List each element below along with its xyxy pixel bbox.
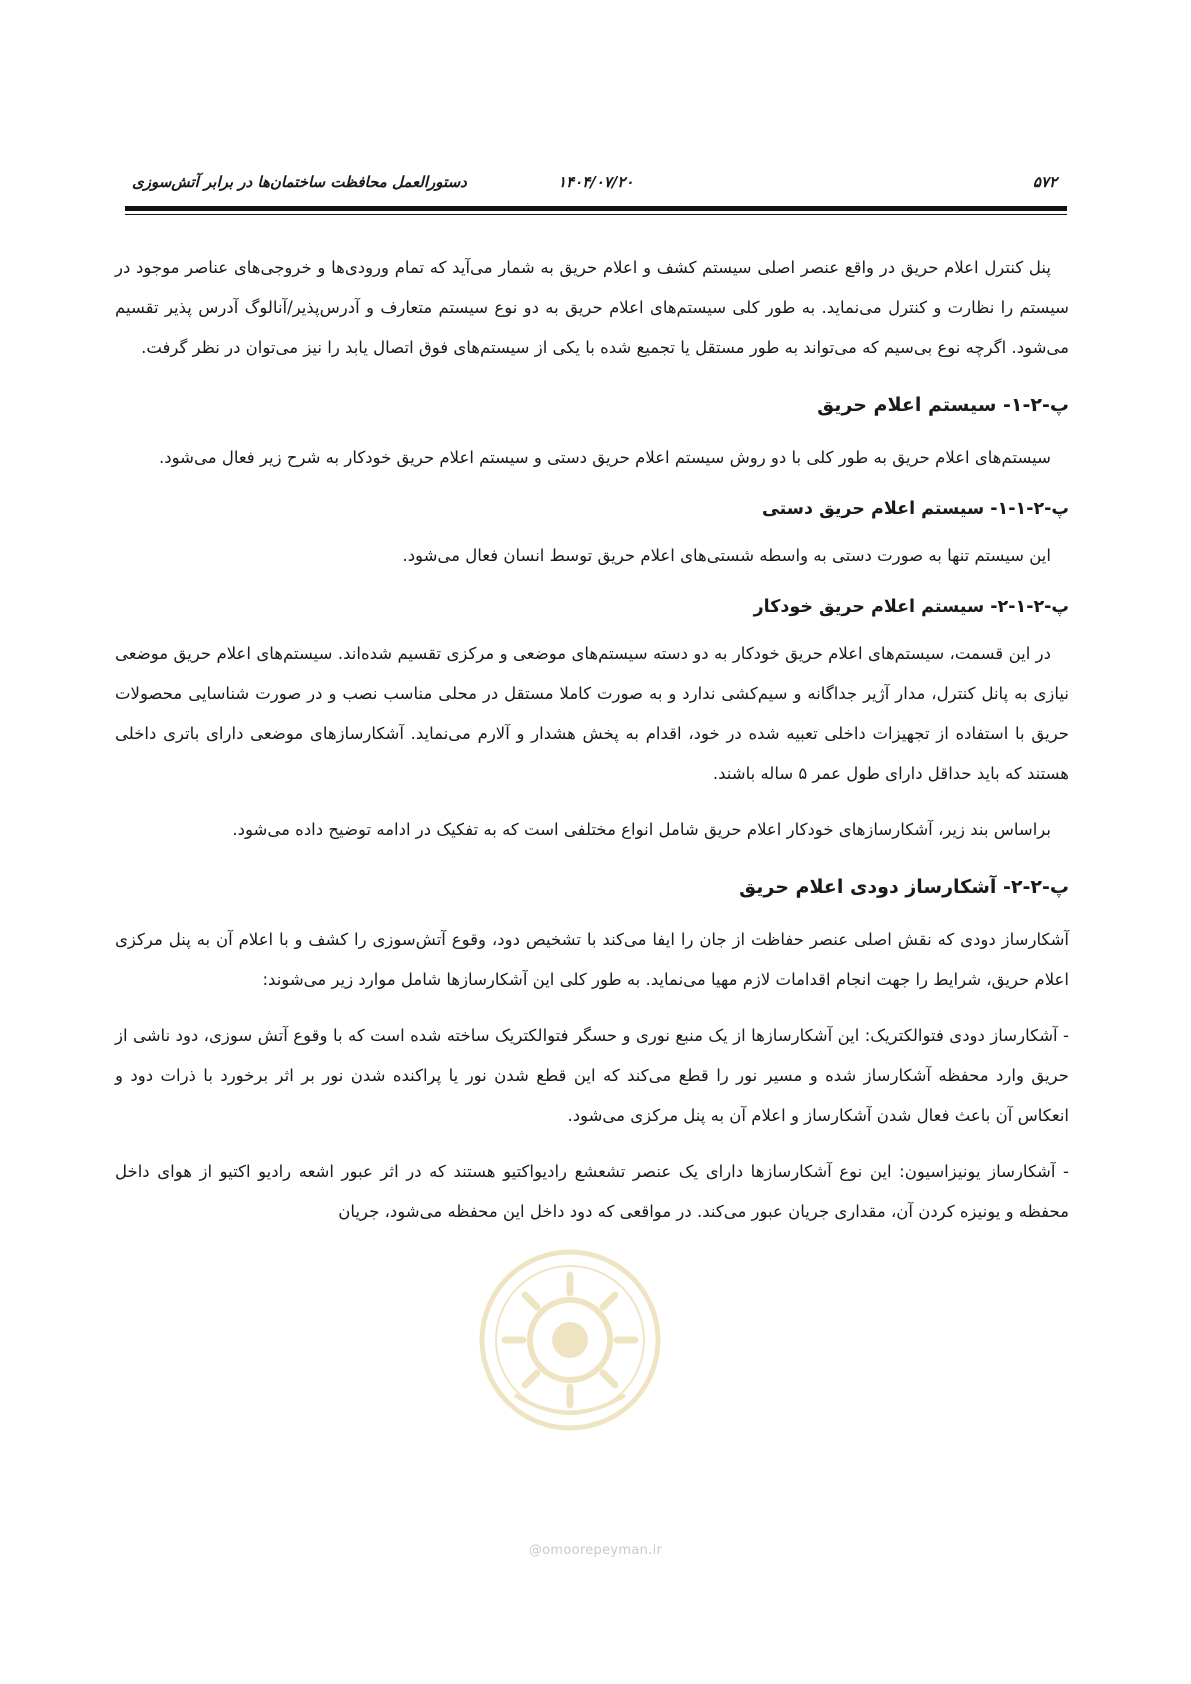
heading-fire-alarm-system: پ-۲-۱- سیستم اعلام حریق	[817, 394, 1069, 416]
header-rule-thin	[125, 214, 1067, 215]
heading-smoke-detector: پ-۲-۲- آشکارساز دودی اعلام حریق	[739, 876, 1069, 898]
paragraph-alarm-methods: سیستم‌های اعلام حریق به طور کلی با دو روش سیستم اعلام حریق دستی و سیستم اعلام حریق خودکار به شرح زیر فعال می‌شود.	[159, 448, 1051, 467]
heading-manual-alarm: پ-۲-۱-۱- سیستم اعلام حریق دستی	[761, 499, 1069, 519]
document-body	[115, 248, 1069, 1248]
heading-automatic-alarm: پ-۲-۱-۲- سیستم اعلام حریق خودکار	[753, 597, 1069, 617]
paragraph-manual-alarm: این سیستم تنها به صورت دستی به واسطه شستی‌های اعلام حریق توسط انسان فعال می‌شود.	[402, 546, 1051, 565]
header-date: ۱۴۰۴/۰۷/۲۰	[558, 173, 634, 191]
paragraph-automatic-alarm: در این قسمت، سیستم‌های اعلام حریق خودکار به دو دسته سیستم‌های موضعی و مرکزی تقسیم شده‌اند. سیستم‌های اعلام حریق موضعی نیازی به پانل کنترل، مدار آژیر جداگانه و سیم‌کشی ندارد و به صورت کاملا مستقل در محلی مناسب نصب و در صورت شناسایی محصولات حریق با استفاده از تجهیزات داخلی تعبیه شده در خود، اقدام به پخش هشدار و آلارم می‌نماید. آشکارسازهای موضعی دارای باتری داخلی هستند که باید حداقل دارای طول عمر ۵ ساله باشند.	[115, 644, 1069, 783]
header-rule-thick	[125, 206, 1067, 211]
paragraph-photoelectric: - آشکارساز دودی فتوالکتریک: این آشکارسازها از یک منبع نوری و حسگر فتوالکتریک ساخته شده است که با وقوع آتش سوزی، دود ناشی از حریق وارد محفظه آشکارساز شده و مسیر نور را قطع می‌کند که این قطع شدن نور یا پراکنده شدن نور بر اثر برخورد با ذرات دود و انعکاس آن باعث فعال شدن آشکارساز و اعلام آن به پنل مرکزی می‌شود.	[115, 1026, 1069, 1125]
paragraph-ionization: - آشکارساز یونیزاسیون: این نوع آشکارسازها دارای یک عنصر تشعشع رادیواکتیو هستند که در اثر عبور اشعه رادیو اکتیو از هوای داخل محفظه و یونیزه کردن آن، مقداری جریان عبور می‌کند. در مواقعی که دود داخل این محفظه می‌شود، جریان	[115, 1162, 1069, 1221]
paragraph-fire-panel: پنل کنترل اعلام حریق در واقع عنصر اصلی سیستم کشف و اعلام حریق به شمار می‌آید که تمام ورودی‌ها و خروجی‌های عناصر موجود در سیستم را نظارت و کنترل می‌نماید. به طور کلی سیستم‌های اعلام حریق به دو نوع سیستم متعارف و آدرس‌پذیر/آنالوگ آدرس پذیر تقسیم می‌شود. اگرچه نوع بی‌سیم که می‌تواند به طور مستقل یا تجمیع شده با یکی از سیستم‌های فوق اتصال یابد را نیز می‌توان در نظر گرفت.	[115, 258, 1069, 357]
watermark-seal-icon	[475, 1245, 665, 1435]
watermark-url: @omoorepeyman.ir	[528, 1543, 663, 1558]
paragraph-detector-types: براساس بند زیر، آشکارسازهای خودکار اعلام حریق شامل انواع مختلفی است که به تفکیک در ادامه توضیح داده می‌شود.	[232, 820, 1051, 839]
header-title: دستورالعمل محافظت ساختمان‌ها در برابر آتش‌سوزی	[132, 173, 467, 191]
page-header	[128, 170, 1065, 200]
page-number: ۵۷۲	[1032, 173, 1057, 191]
paragraph-smoke-detector: آشکارساز دودی که نقش اصلی عنصر حفاظت از جان را ایفا می‌کند با تشخیص دود، وقوع آتش‌سوزی را کشف و با اعلام آن به پنل مرکزی اعلام حریق، شرایط را جهت انجام اقدامات لازم مهیا می‌نماید. به طور کلی این آشکارسازها شامل موارد زیر می‌شوند:	[115, 930, 1069, 989]
